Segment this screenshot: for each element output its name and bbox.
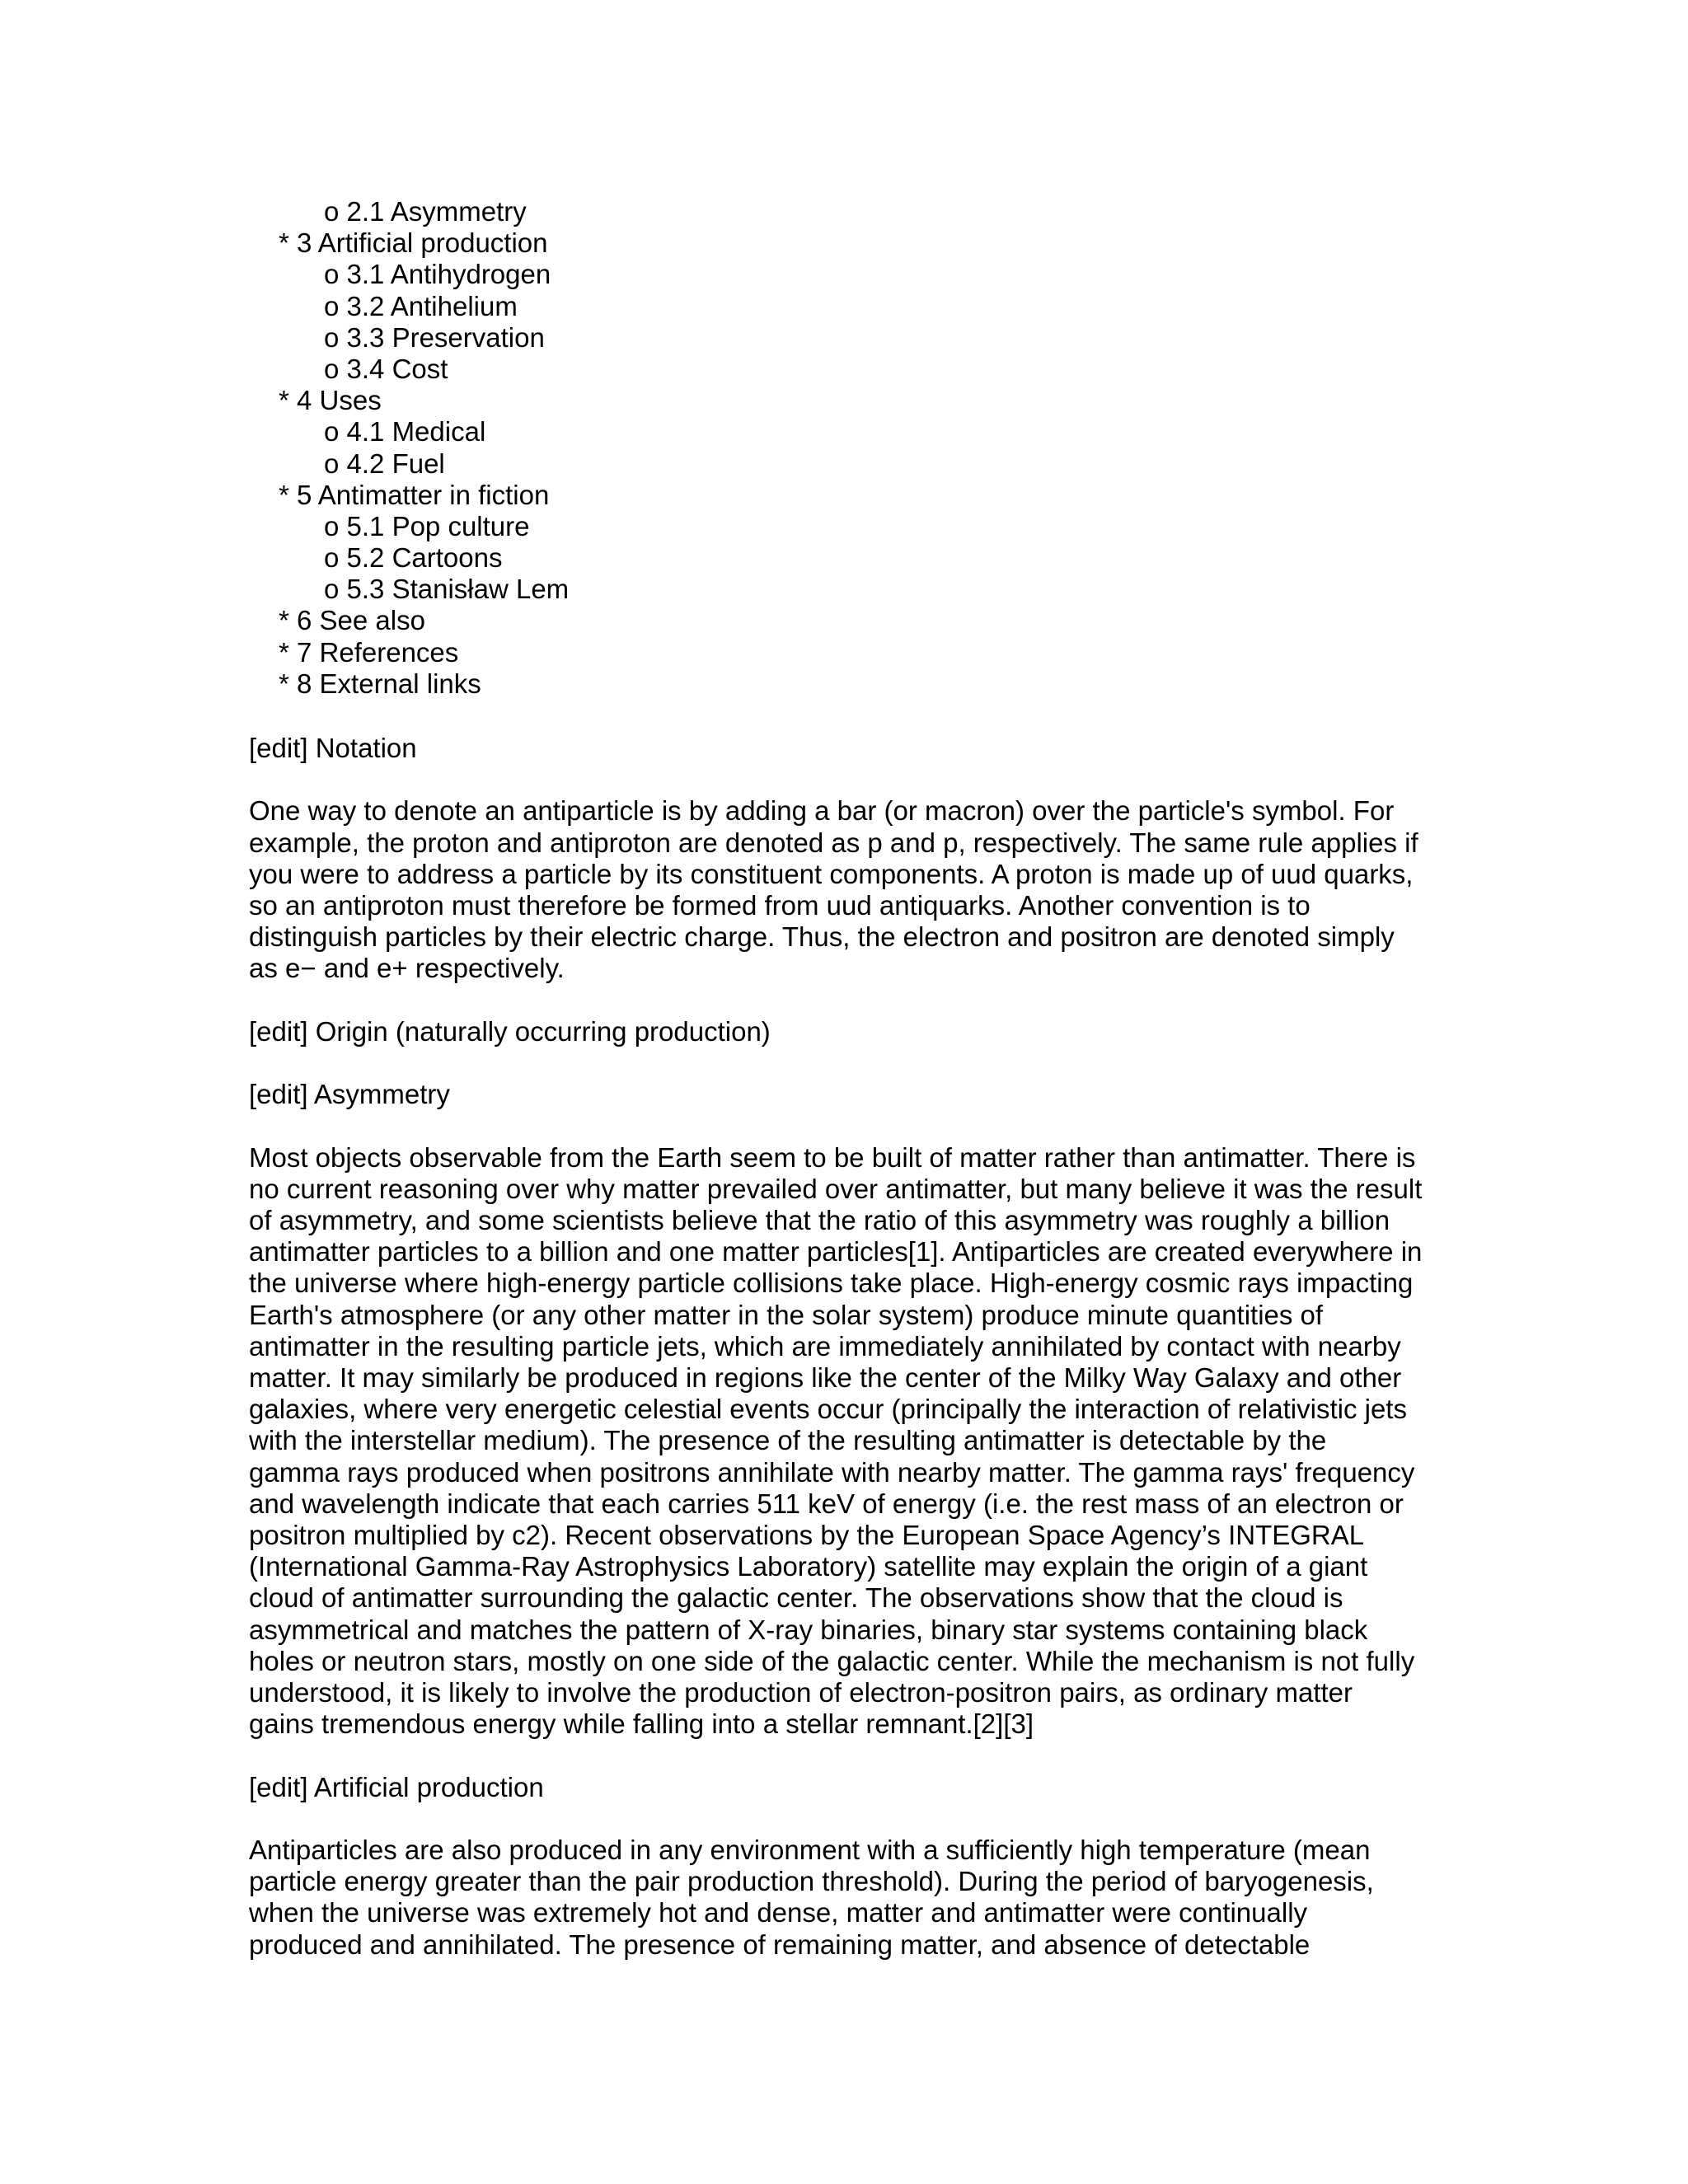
- paragraph-line: asymmetrical and matches the pattern of X-ray binaries, binary star systems containing black: [249, 1614, 1368, 1645]
- toc-item[interactable]: * 4 Uses: [279, 385, 382, 416]
- toc-item[interactable]: o 5.3 Stanisław Lem: [324, 574, 570, 605]
- paragraph-line: when the universe was extremely hot and dense, matter and antimatter were continually: [249, 1897, 1308, 1929]
- paragraph-line: positron multiplied by c2). Recent observations by the European Space Agency’s INTEGRAL: [249, 1520, 1365, 1551]
- artificial-production-paragraph: [249, 1835, 1452, 1961]
- toc-item[interactable]: o 5.2 Cartoons: [324, 542, 503, 574]
- paragraph-line: galaxies, where very energetic celestial events occur (principally the interaction of relativistic jets: [249, 1394, 1407, 1425]
- paragraph-line: cloud of antimatter surrounding the galactic center. The observations show that the cloud is: [249, 1582, 1343, 1614]
- toc-item[interactable]: o 5.1 Pop culture: [324, 510, 530, 541]
- paragraph-line: antimatter particles to a billion and one matter particles[1]. Antiparticles are created everywhere in: [249, 1236, 1423, 1268]
- toc-item[interactable]: o 2.1 Asymmetry: [324, 196, 527, 227]
- paragraph-line: as e− and e+ respectively.: [249, 953, 565, 984]
- paragraph-line: so an antiproton must therefore be formed from uud antiquarks. Another convention is to: [249, 890, 1311, 921]
- paragraph-line: gamma rays produced when positrons annihilate with nearby matter. The gamma rays' frequency: [249, 1456, 1415, 1488]
- section-heading-asymmetry: [edit] Asymmetry: [249, 1079, 450, 1110]
- paragraph-line: (International Gamma-Ray Astrophysics Laboratory) satellite may explain the origin of a giant: [249, 1551, 1368, 1582]
- paragraph-line: no current reasoning over why matter prevailed over antimatter, but many believe it was the result: [249, 1173, 1423, 1204]
- toc-item[interactable]: * 5 Antimatter in fiction: [279, 479, 550, 510]
- toc-item[interactable]: o 3.2 Antihelium: [324, 290, 518, 321]
- paragraph-line: you were to address a particle by its constituent components. A proton is made up of uud quarks,: [249, 858, 1414, 889]
- paragraph-line: the universe where high-energy particle collisions take place. High-energy cosmic rays impacting: [249, 1268, 1414, 1299]
- asymmetry-paragraph: [249, 1142, 1452, 1741]
- toc-item[interactable]: * 3 Artificial production: [279, 227, 548, 259]
- paragraph-line: One way to denote an antiparticle is by adding a bar (or macron) over the particle's symbol. For: [249, 795, 1395, 827]
- toc-item[interactable]: o 3.3 Preservation: [324, 321, 545, 353]
- toc-item[interactable]: o 3.4 Cost: [324, 353, 448, 384]
- paragraph-line: distinguish particles by their electric charge. Thus, the electron and positron are denoted simply: [249, 921, 1395, 953]
- paragraph-line: example, the proton and antiproton are denoted as p and p, respectively. The same rule applies if: [249, 827, 1418, 858]
- paragraph-line: and wavelength indicate that each carries 511 keV of energy (i.e. the rest mass of an electron or: [249, 1488, 1404, 1519]
- toc-item[interactable]: o 3.1 Antihydrogen: [324, 259, 551, 290]
- paragraph-line: understood, it is likely to involve the production of electron-positron pairs, as ordinary matter: [249, 1677, 1353, 1708]
- paragraph-line: matter. It may similarly be produced in regions like the center of the Milky Way Galaxy and other: [249, 1362, 1402, 1393]
- notation-paragraph: [249, 795, 1452, 984]
- paragraph-line: produced and annihilated. The presence of remaining matter, and absence of detectable: [249, 1929, 1311, 1960]
- toc-item[interactable]: * 8 External links: [279, 668, 481, 699]
- paragraph-line: holes or neutron stars, mostly on one side of the galactic center. While the mechanism is not fully: [249, 1645, 1415, 1676]
- article-content: [249, 733, 1452, 1992]
- paragraph-line: Earth's atmosphere (or any other matter in the solar system) produce minute quantities of: [249, 1299, 1324, 1330]
- section-heading-artificial-production: [edit] Artificial production: [249, 1771, 544, 1802]
- paragraph-line: Antiparticles are also produced in any environment with a sufficiently high temperature (mean: [249, 1835, 1371, 1866]
- paragraph-line: with the interstellar medium). The presence of the resulting antimatter is detectable by the: [249, 1425, 1327, 1456]
- toc-item[interactable]: o 4.1 Medical: [324, 416, 486, 448]
- section-heading-notation: [edit] Notation: [249, 733, 417, 763]
- toc-item[interactable]: o 4.2 Fuel: [324, 448, 445, 479]
- table-of-contents: [0, 196, 1688, 700]
- toc-item[interactable]: * 7 References: [279, 636, 459, 668]
- toc-item[interactable]: * 6 See also: [279, 605, 425, 636]
- paragraph-line: antimatter in the resulting particle jets, which are immediately annihilated by contact with nearby: [249, 1330, 1401, 1361]
- paragraph-line: Most objects observable from the Earth seem to be built of matter rather than antimatter. There is: [249, 1141, 1416, 1173]
- paragraph-line: of asymmetry, and some scientists believe that the ratio of this asymmetry was roughly a billion: [249, 1204, 1390, 1235]
- section-heading-origin: [edit] Origin (naturally occurring production): [249, 1015, 771, 1047]
- paragraph-line: gains tremendous energy while falling into a stellar remnant.[2][3]: [249, 1708, 1034, 1740]
- paragraph-line: particle energy greater than the pair production threshold). During the period of baryogenesis,: [249, 1866, 1374, 1897]
